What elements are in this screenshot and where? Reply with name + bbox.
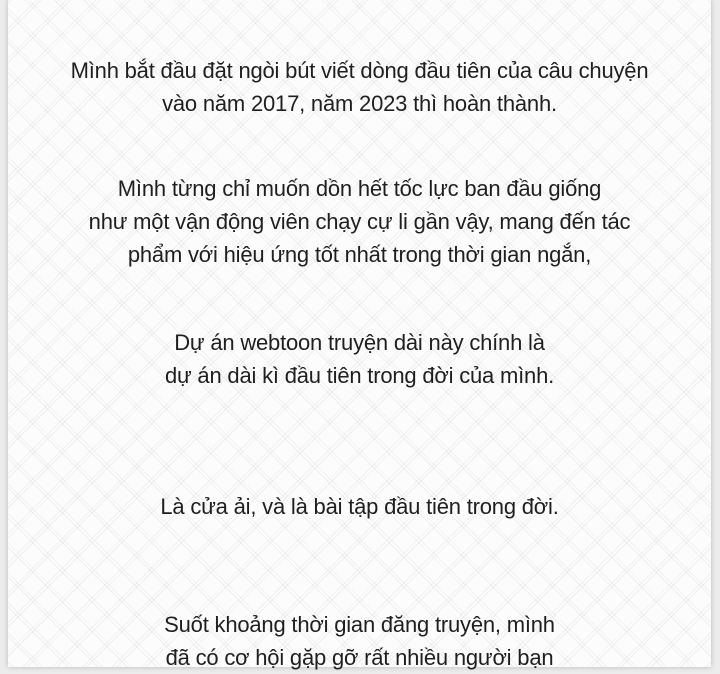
paragraph-5	[8, 608, 711, 674]
paragraph-3	[8, 326, 711, 392]
comic-text-page	[8, 0, 711, 670]
text-line: Suốt khoảng thời gian đăng truyện, mình	[164, 612, 555, 637]
text-line: Dự án webtoon truyện dài này chính là	[174, 330, 545, 355]
text-line: Là cửa ải, và là bài tập đầu tiên trong đời.	[160, 494, 559, 519]
paragraph-4	[8, 490, 711, 523]
text-line: Mình từng chỉ muốn dồn hết tốc lực ban đầu giống	[117, 176, 602, 201]
paragraph-2	[8, 172, 711, 271]
paragraph-1	[8, 54, 711, 120]
text-line: vào năm 2017, năm 2023 thì hoàn thành.	[162, 91, 557, 116]
text-line: Mình bắt đầu đặt ngòi bút viết dòng đầu tiên của câu chuyện	[70, 58, 649, 83]
text-line: đã có cơ hội gặp gỡ rất nhiều người bạn	[165, 645, 554, 670]
text-line: phẩm với hiệu ứng tốt nhất trong thời gian ngắn,	[127, 242, 592, 267]
text-line: dự án dài kì đầu tiên trong đời của mình.	[164, 363, 555, 388]
text-line: như một vận động viên chạy cự li gần vậy, mang đến tác	[88, 209, 631, 234]
